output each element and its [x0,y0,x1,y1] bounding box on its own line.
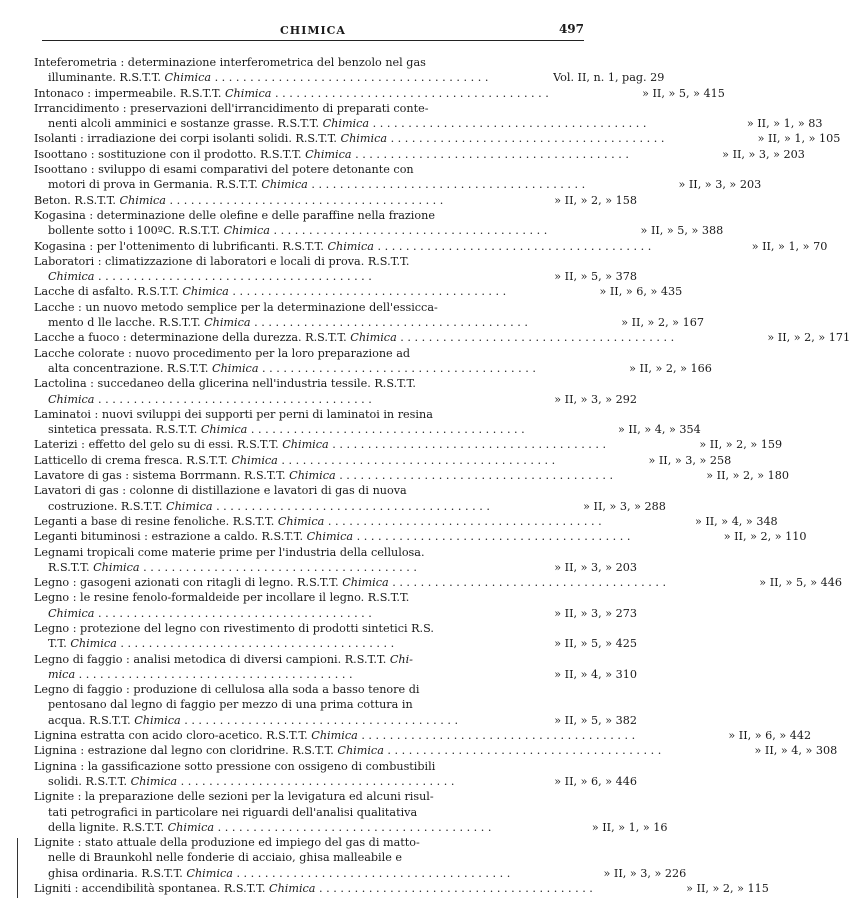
entry-text: Kogasina : per l'ottenimento di lubrificanti. R.S.T.T. Chimica . . . . . . . . . . . . . . . . . . . . . . . . . . . . . . . . . . . . . . . [34,239,652,253]
entry-continuation [34,560,641,575]
volume-ref: » II, » 2, » 166 [629,361,712,375]
index-entry [34,545,641,576]
entry-text: Lacche : un nuovo metodo semplice per la determinazione dell'essicca- [34,300,438,314]
entry-line [34,239,828,254]
entry-continuation [34,315,704,330]
volume-ref: » II, » 1, » 16 [591,820,668,834]
entry-reference [461,774,641,789]
entry-text: nelle di Braunkohl nelle fonderie di acciaio, ghisa malleabile e [48,851,403,865]
index-entry [34,437,783,452]
index-entry [34,193,641,208]
volume-ref: » II, » 3, » 203 [554,560,637,574]
entry-line [34,483,641,498]
entry-text: Legno : protezione del legno con rivestimento di prodotti sintetici R.S. [34,621,434,635]
volume-ref: » II, » 5, » 382 [554,713,637,727]
entry-continuation [34,850,641,865]
index-entry [34,254,641,285]
entry-line [34,575,843,590]
volume-ref: » II, » 4, » 354 [617,423,701,437]
entry-reference [461,636,641,651]
entry-line [34,346,641,361]
entry-reference [602,514,782,529]
entry-reference [461,269,641,284]
entry-continuation [34,223,724,238]
entry-text: Isoottano : sviluppo di esami comparativi del potere detonante con [34,163,414,177]
volume-ref: » II, » 3, » 203 [678,178,762,192]
index-entry [34,376,641,407]
entry-reference [674,330,854,345]
entry-line [34,743,838,758]
entry-text: Laboratori : climatizzazione di laboratori e locali di prova. R.S.T.T. [34,254,410,268]
entry-reference [461,560,641,575]
entry-line [34,208,641,223]
entry-reference [646,116,826,131]
index-entry [34,529,807,544]
entry-reference [629,147,809,162]
entry-text: Isolanti : irradiazione dei corpi isolanti solidi. R.S.T.T. Chimica . . . . . . . . . . . . . . . . . . . . . . . . . . . . . . . . . . . . . . . [34,132,665,146]
margin-mark [17,838,18,898]
entry-reference [549,86,729,101]
volume-ref: » II, » 2, » 180 [706,469,790,483]
entry-text: motori di prova in Germania. R.S.T.T. Chimica . . . . . . . . . . . . . . . . . . . . . . . . . . . . . . . . . . . . . . . [48,178,586,192]
entry-reference [630,529,810,544]
entry-line [34,728,812,743]
entry-text: acqua. R.S.T.T. Chimica . . . . . . . . . . . . . . . . . . . . . . . . . . . . . . . . . . . . . . . [48,713,459,727]
index-entries [34,55,851,896]
volume-ref: » II, » 2, » 115 [686,882,769,896]
entry-line [34,300,641,315]
entry-reference [555,453,735,468]
entry-text: Lavatore di gas : sistema Borrmann. R.S.T.T. Chimica . . . . . . . . . . . . . . . . . . . . . . . . . . . . . . . . . . . . . . . [34,469,614,483]
entry-reference [547,223,727,238]
entry-line [34,545,641,560]
entry-line [34,881,769,896]
entry-reference [461,407,641,422]
entry-line [34,590,641,605]
entry-text: Legno di faggio : analisi metodica di diversi campioni. R.S.T.T. Chi- [34,652,413,666]
entry-reference [651,239,831,254]
index-entry [34,682,641,728]
index-entry [34,621,641,652]
entry-reference [461,682,641,697]
entry-continuation [34,177,762,192]
index-entry [34,881,769,896]
entry-reference [664,131,844,146]
entry-text: Chimica . . . . . . . . . . . . . . . . . . . . . . . . . . . . . . . . . . . . . . . [48,392,372,406]
entry-continuation [34,269,641,284]
entry-text: Lactolina : succedaneo della glicerina nell'industria tessile. R.S.T.T. [34,377,416,391]
entry-line [34,453,732,468]
entry-text: Latticello di crema fresca. R.S.T.T. Chimica . . . . . . . . . . . . . . . . . . . . . . . . . . . . . . . . . . . . . . . [34,453,556,467]
volume-ref: » II, » 2, » 171 [767,331,851,345]
volume-ref: » II, » 1, » 83 [746,117,823,131]
section-title: CHIMICA [280,24,346,37]
volume-ref: » II, » 6, » 435 [599,285,683,299]
entry-reference [506,284,686,299]
entry-reference [461,208,641,223]
index-entry [34,514,778,529]
entry-line [34,437,783,452]
entry-text: Lavatori di gas : colonne di distillazione e lavatori di gas di nuova [34,484,407,498]
entry-reference [461,346,641,361]
volume-ref: » II, » 2, » 167 [621,316,704,330]
volume-ref: » II, » 5, » 446 [759,576,843,590]
entry-reference [461,850,641,865]
volume-ref: » II, » 2, » 110 [723,530,807,544]
entry-line [34,682,641,697]
entry-reference [525,422,705,437]
entry-text: Lacche colorate : nuovo procedimento per la loro preparazione ad [34,346,411,360]
entry-line [34,468,790,483]
entry-line [34,376,641,391]
index-entry [34,759,641,790]
entry-line [34,55,641,70]
entry-text: Kogasina : determinazione delle olefine e delle paraffine nella frazione [34,208,435,222]
index-entry [34,835,687,881]
entry-line [34,101,641,116]
index-entry [34,162,762,193]
entry-line [34,330,851,345]
entry-text: Lignite : stato attuale della produzione ed impiego del gas di matto- [34,836,420,850]
index-entry [34,239,828,254]
volume-ref: » II, » 5, » 415 [642,86,725,100]
index-entry [34,789,668,835]
index-entry [34,590,641,621]
entry-line [34,284,683,299]
entry-text: della lignite. R.S.T.T. Chimica . . . . . . . . . . . . . . . . . . . . . . . . . . . . . . . . . . . . . . . [48,820,492,834]
entry-continuation [34,392,641,407]
entry-text: Isoottano : sostituzione con il prodotto. R.S.T.T. Chimica . . . . . . . . . . . . . . . . . . . . . . . . . . . . . . . . . . . . . . . [34,147,629,161]
volume-ref: » II, » 4, » 308 [754,744,838,758]
index-entry [34,407,701,438]
entry-text: Lacche di asfalto. R.S.T.T. Chimica . . . . . . . . . . . . . . . . . . . . . . . . . . . . . . . . . . . . . . . [34,285,507,299]
index-entry [34,483,666,514]
entry-text: Legno : gasogeni azionati con ritagli di legno. R.S.T.T. Chimica . . . . . . . . . . . . . . . . . . . . . . . . . . . . . . . . . . . . . . . [34,576,667,590]
volume-ref: » II, » 6, » 446 [554,774,637,788]
entry-reference [461,713,641,728]
entry-text: Beton. R.S.T.T. Chimica . . . . . . . . . . . . . . . . . . . . . . . . . . . . . . . . . . . . . . . [34,193,444,207]
entry-line [34,86,725,101]
index-entry [34,346,712,377]
entry-text: solidi. R.S.T.T. Chimica . . . . . . . . . . . . . . . . . . . . . . . . . . . . . . . . . . . . . . . [48,774,455,788]
entry-reference [461,55,641,70]
entry-text: costruzione. R.S.T.T. Chimica . . . . . . . . . . . . . . . . . . . . . . . . . . . . . . . . . . . . . . . [48,499,490,513]
index-entry [34,147,805,162]
index-entry [34,131,841,146]
entry-continuation [34,805,641,820]
entry-text: Laterizi : effetto del gelo su di essi. R.S.T.T. Chimica . . . . . . . . . . . . . . . . . . . . . . . . . . . . . . . . . . . . . . . [34,438,607,452]
entry-reference [461,652,641,667]
entry-text: Lignite : la preparazione delle sezioni per la levigatura ed alcuni risul- [34,790,434,804]
entry-text: T.T. Chimica . . . . . . . . . . . . . . . . . . . . . . . . . . . . . . . . . . . . . . . [48,637,395,651]
entry-continuation [34,636,641,651]
entry-line [34,131,841,146]
entry-line [34,162,641,177]
entry-line [34,621,641,636]
index-entry [34,101,823,132]
index-entry [34,86,725,101]
entry-text: illuminante. R.S.T.T. Chimica . . . . . . . . . . . . . . . . . . . . . . . . . . . . . . . . . . . . . . . [48,71,489,85]
index-entry [34,330,851,345]
entry-text: Lacche a fuoco : determinazione della durezza. R.S.T.T. Chimica . . . . . . . . . . . . . . . . . . . . . . . . . . . . . . . . . . . . . . . [34,331,675,345]
entry-text: mento d lle lacche. R.S.T.T. Chimica . . . . . . . . . . . . . . . . . . . . . . . . . . . . . . . . . . . . . . . [48,316,528,330]
header-rule [42,40,584,41]
volume-ref: » II, » 2, » 158 [554,193,637,207]
volume-ref: » II, » 1, » 105 [757,132,841,146]
volume-ref: » II, » 4, » 310 [554,667,637,681]
page-number: 497 [558,22,584,36]
entry-reference [488,70,668,85]
entry-text: Chimica . . . . . . . . . . . . . . . . . . . . . . . . . . . . . . . . . . . . . . . [48,270,372,284]
entry-text: Legno di faggio : produzione di cellulosa alla soda a basso tenore di [34,683,420,697]
entry-text: nenti alcoli amminici e sostanze grasse. R.S.T.T. Chimica . . . . . . . . . . . . . . . . . . . . . . . . . . . . . . . . . . . . . . . [48,117,647,131]
entry-reference [510,866,690,881]
entry-reference [585,177,765,192]
index-entry [34,55,665,86]
entry-reference [490,499,670,514]
index-entry [34,728,812,743]
entry-reference [461,483,641,498]
entry-reference [461,254,641,269]
index-entry [34,208,724,239]
entry-continuation [34,70,665,85]
volume-ref: » II, » 2, » 159 [699,438,783,452]
index-entry [34,453,732,468]
entry-reference [661,743,841,758]
entry-reference [593,881,773,896]
entry-line [34,759,641,774]
entry-continuation [34,820,668,835]
entry-line [34,514,778,529]
entry-continuation [34,866,687,881]
entry-line [34,835,641,850]
entry-line [34,147,805,162]
entry-continuation [34,667,641,682]
entry-text: Lignina : la gassificazione sotto pressione con ossigeno di combustibili [34,759,436,773]
entry-text: R.S.T.T. Chimica . . . . . . . . . . . . . . . . . . . . . . . . . . . . . . . . . . . . . . . [48,560,417,574]
entry-reference [461,789,641,804]
entry-text: alta concentrazione. R.S.T.T. Chimica . . . . . . . . . . . . . . . . . . . . . . . . . . . . . . . . . . . . . . . [48,361,536,375]
entry-reference [461,545,641,560]
volume-ref: » II, » 4, » 348 [694,514,778,528]
entry-text: Leganti a base di resine fenoliche. R.S.T.T. Chimica . . . . . . . . . . . . . . . . . . . . . . . . . . . . . . . . . . . . . . . [34,514,602,528]
entry-reference [461,162,641,177]
entry-reference [461,606,641,621]
entry-text: Intonaco : impermeabile. R.S.T.T. Chimica . . . . . . . . . . . . . . . . . . . . . . . . . . . . . . . . . . . . . . . [34,86,549,100]
entry-text: Lignina : estrazione dal legno con cloridrine. R.S.T.T. Chimica . . . . . . . . . . . . . . . . . . . . . . . . . . . . . . . . . . . . . . . [34,744,662,758]
entry-reference [461,392,641,407]
entry-text: ghisa ordinaria. R.S.T.T. Chimica . . . . . . . . . . . . . . . . . . . . . . . . . . . . . . . . . . . . . . . [48,866,511,880]
entry-text: Laminatoi : nuovi sviluppi dei supporti per perni di laminatoi in resina [34,407,433,421]
entry-text: Leganti bituminosi : estrazione a caldo. R.S.T.T. Chimica . . . . . . . . . . . . . . . . . . . . . . . . . . . . . . . . . . . . . . . [34,530,631,544]
entry-reference [461,697,641,712]
index-entry [34,743,838,758]
entry-reference [613,468,793,483]
entry-text: tati petrografici in particolare nei riguardi dell'analisi qualitativa [48,805,418,819]
entry-continuation [34,774,641,789]
volume-ref: » II, » 5, » 378 [554,270,637,284]
volume-ref: » II, » 1, » 70 [751,239,828,253]
entry-text: Legno : le resine fenolo-formaldeide per incollare il legno. R.S.T.T. [34,591,410,605]
entry-text: Legnami tropicali come materie prime per l'industria della cellulosa. [34,545,425,559]
entry-reference [536,361,716,376]
entry-reference [461,193,641,208]
entry-text: Irrancidimento : preservazioni dell'irrancidimento di preparati conte- [34,101,429,115]
entry-reference [461,805,641,820]
index-entry [34,652,641,683]
entry-text: mica . . . . . . . . . . . . . . . . . . . . . . . . . . . . . . . . . . . . . . . [48,667,353,681]
volume-ref: » II, » 5, » 425 [554,637,637,651]
entry-continuation [34,116,823,131]
entry-text: pentosano dal legno di faggio per mezzo di una prima cottura in [48,698,413,712]
entry-line [34,254,641,269]
entry-reference [666,575,846,590]
entry-line [34,652,641,667]
volume-ref: » II, » 3, » 288 [583,499,666,513]
volume-ref: Vol. II, n. 1, pag. 29 [553,71,665,85]
entry-line [34,193,641,208]
index-entry [34,300,704,331]
entry-text: Lignina estratta con acido cloro-acetico. R.S.T.T. Chimica . . . . . . . . . . . . . . . . . . . . . . . . . . . . . . . . . . . . . . . [34,729,636,743]
entry-reference [606,437,786,452]
volume-ref: » II, » 3, » 292 [554,392,637,406]
entry-reference [461,835,641,850]
entry-continuation [34,713,641,728]
index-entry [34,284,683,299]
volume-ref: » II, » 3, » 203 [722,147,805,161]
entry-line [34,789,641,804]
entry-continuation [34,361,712,376]
index-entry [34,468,790,483]
entry-reference [461,621,641,636]
entry-reference [635,728,815,743]
entry-continuation [34,499,666,514]
volume-ref: » II, » 6, » 442 [728,729,812,743]
entry-reference [461,300,641,315]
entry-text: Ligniti : accendibilità spontanea. R.S.T.T. Chimica . . . . . . . . . . . . . . . . . . . . . . . . . . . . . . . . . . . . . . . [34,882,593,896]
entry-reference [491,820,671,835]
volume-ref: » II, » 5, » 388 [640,224,724,238]
entry-text: sintetica pressata. R.S.T.T. Chimica . . . . . . . . . . . . . . . . . . . . . . . . . . . . . . . . . . . . . . . [48,423,525,437]
page-header [42,20,584,40]
entry-continuation [34,697,641,712]
entry-line [34,407,641,422]
entry-reference [528,315,708,330]
index-entry [34,575,843,590]
entry-text: Inteferometria : determinazione interferometrica del benzolo nel gas [34,56,426,69]
entry-continuation [34,606,641,621]
entry-reference [461,667,641,682]
entry-text: bollente sotto i 100ºC. R.S.T.T. Chimica . . . . . . . . . . . . . . . . . . . . . . . . . . . . . . . . . . . . . . . [48,224,548,238]
entry-text: Chimica . . . . . . . . . . . . . . . . . . . . . . . . . . . . . . . . . . . . . . . [48,606,372,620]
entry-reference [461,376,641,391]
entry-reference [461,759,641,774]
volume-ref: » II, » 3, » 273 [554,606,637,620]
entry-continuation [34,422,701,437]
volume-ref: » II, » 3, » 226 [603,866,687,880]
entry-reference [461,101,641,116]
volume-ref: » II, » 3, » 258 [648,453,732,467]
entry-line [34,529,807,544]
entry-reference [461,590,641,605]
